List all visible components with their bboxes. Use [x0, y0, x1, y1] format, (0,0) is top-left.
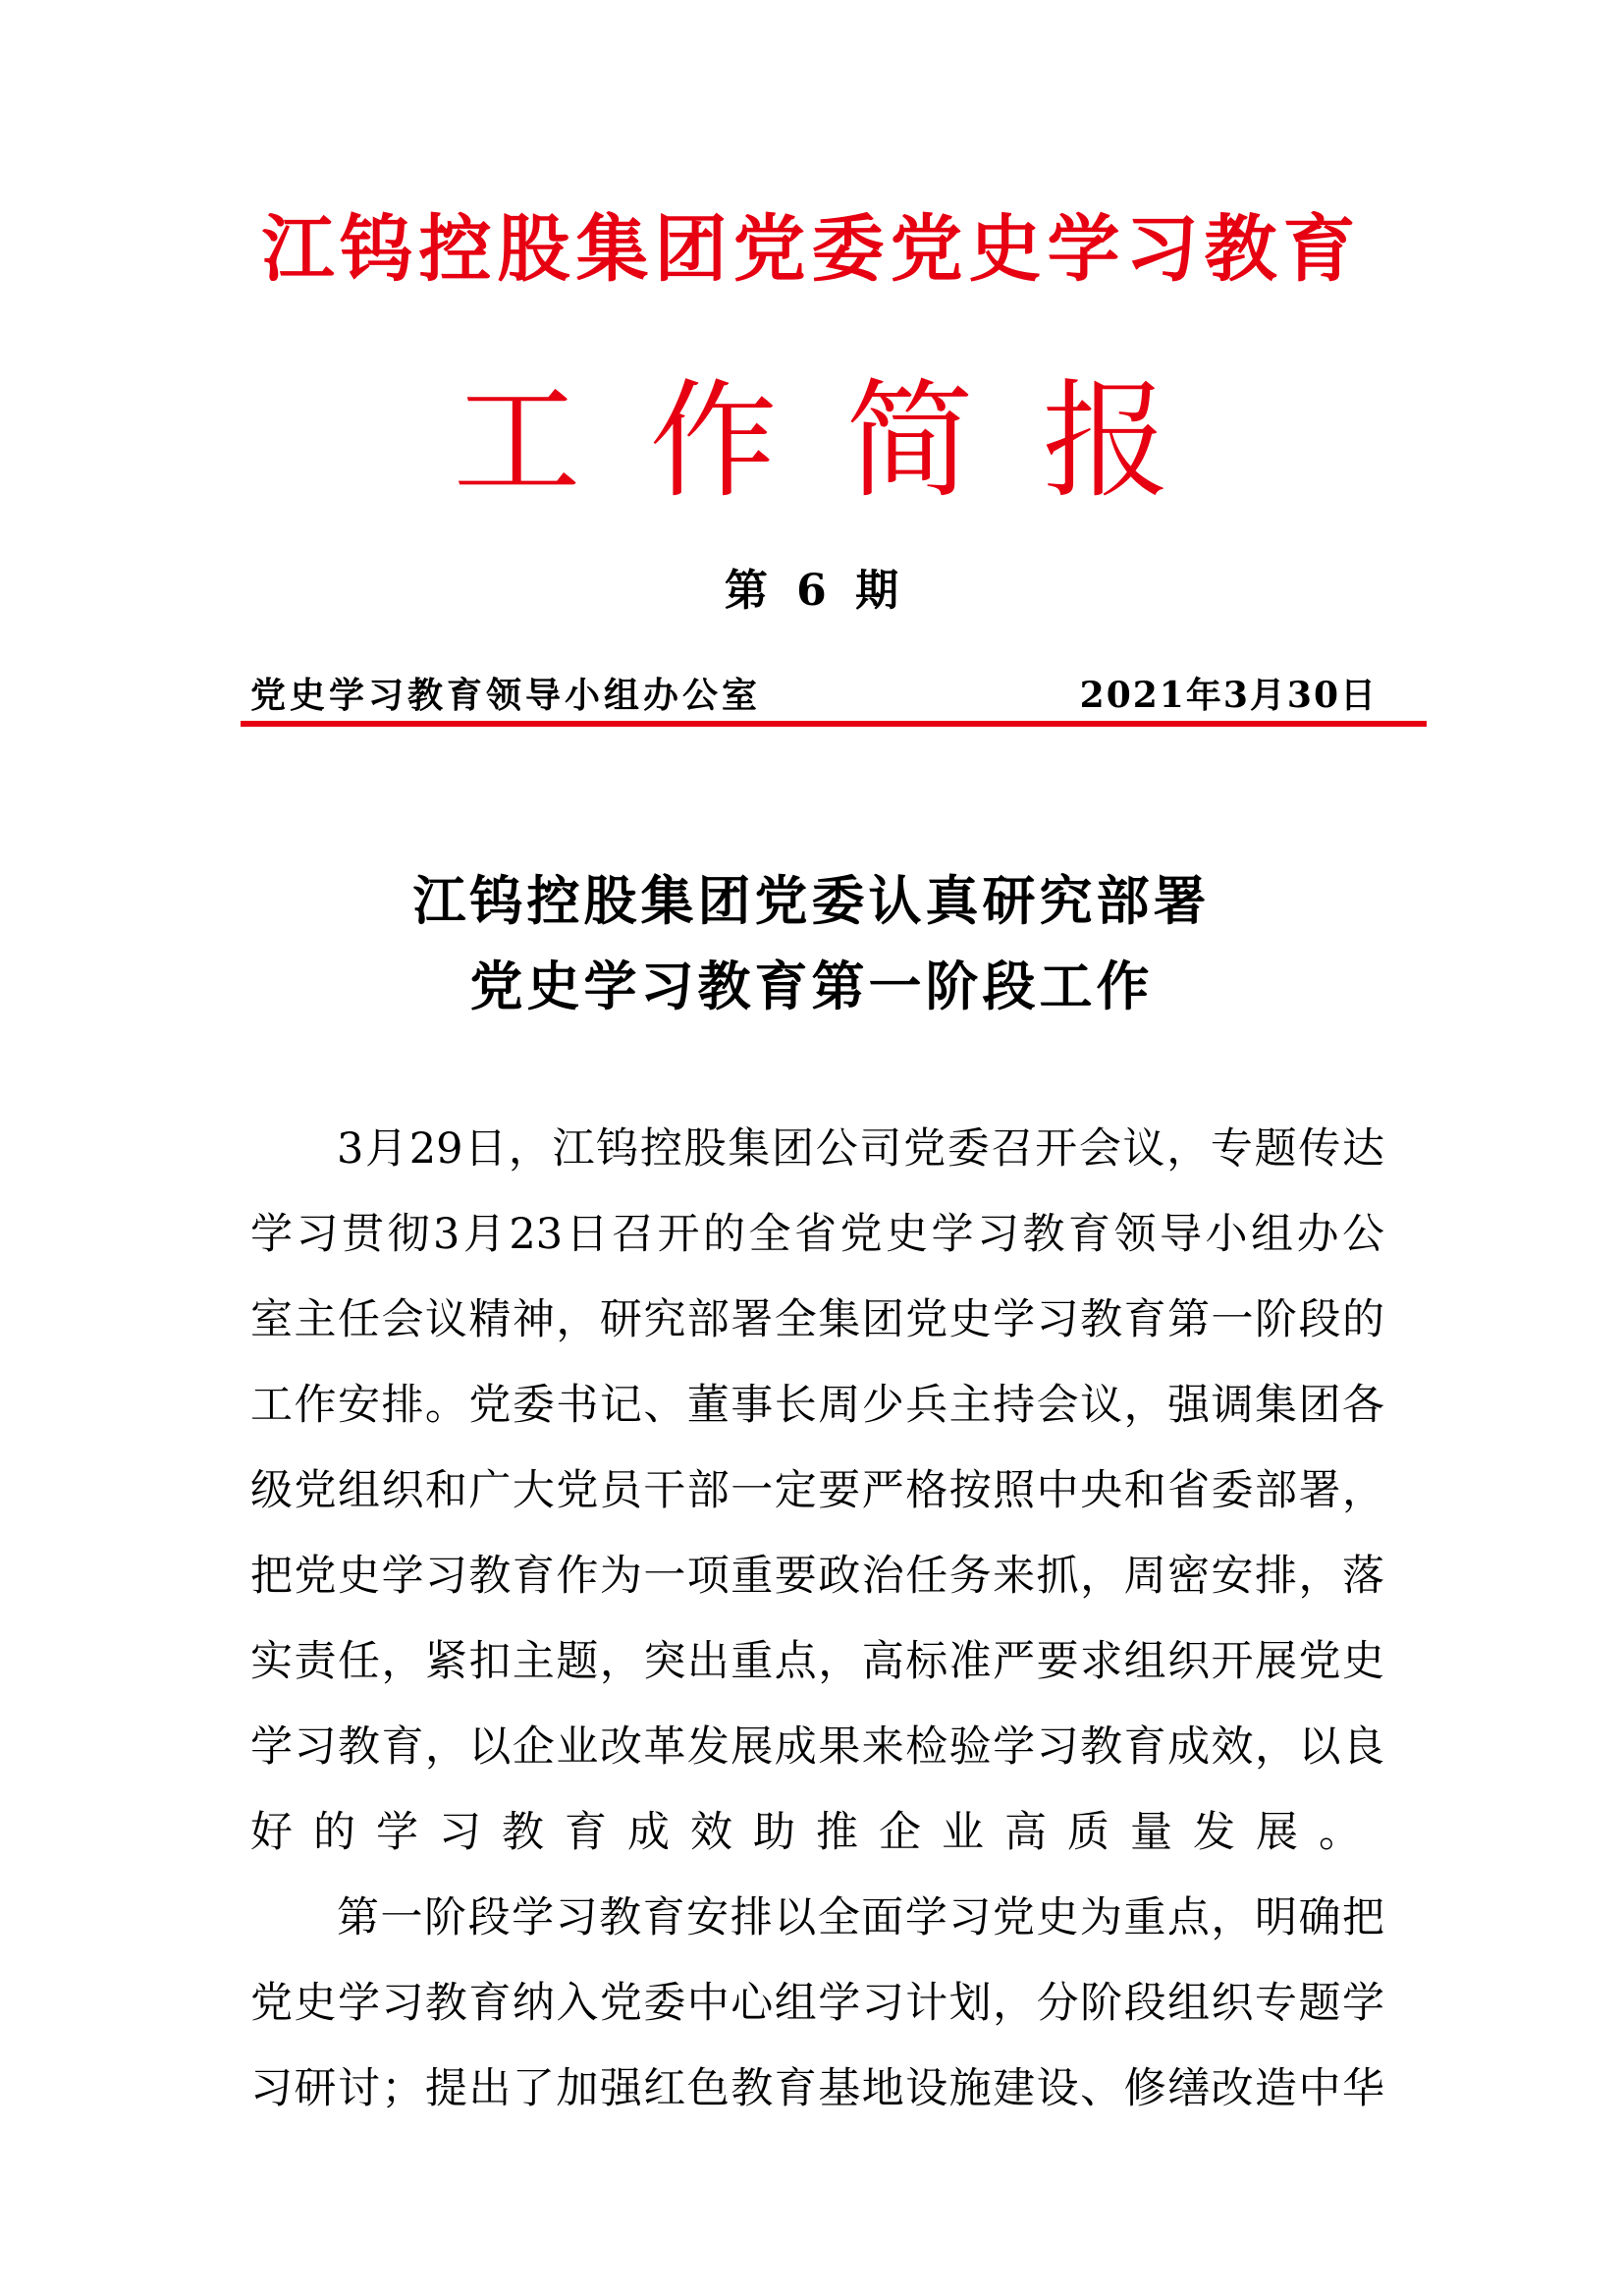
body-line: 级党组织和广大党员干部一定要严格按照中央和省委部署，	[250, 1466, 1384, 1515]
body-line: 好的学习教育成效助推企业高质量发展。	[250, 1808, 1381, 1857]
issuing-office: 党史学习教育领导小组办公室	[250, 675, 762, 716]
issue-date: 2021年3月30日	[1079, 675, 1378, 716]
body-line: 把党史学习教育作为一项重要政治任务来抓，周密安排，落	[250, 1552, 1384, 1601]
article-title-line-1: 江钨控股集团党委认真研究部署	[412, 869, 1211, 932]
article-title-line-2: 党史学习教育第一阶段工作	[469, 955, 1154, 1017]
masthead-title: 江钨控股集团党委党史学习教育	[261, 207, 1362, 292]
body-line: 学习贯彻3月23日召开的全省党史学习教育领导小组办公	[250, 1210, 1384, 1259]
issue-number: 第 6 期	[724, 566, 899, 616]
body-line: 党史学习教育纳入党委中心组学习计划，分阶段组织专题学	[250, 1979, 1384, 2028]
body-line: 室主任会议精神，研究部署全集团党史学习教育第一阶段的	[250, 1295, 1384, 1344]
body-line: 第一阶段学习教育安排以全面学习党史为重点，明确把	[337, 1893, 1384, 1942]
body-line: 习研讨；提出了加强红色教育基地设施建设、修缮改造中华	[250, 2064, 1384, 2113]
masthead-subtitle: 工作简报	[453, 366, 1239, 516]
body-line: 工作安排。党委书记、董事长周少兵主持会议，强调集团各	[250, 1381, 1384, 1430]
red-divider	[241, 721, 1427, 727]
body-line: 学习教育，以企业改革发展成果来检验学习教育成效，以良	[250, 1722, 1384, 1772]
body-line: 3月29日，江钨控股集团公司党委召开会议，专题传达	[337, 1124, 1384, 1174]
body-line: 实责任，紧扣主题，突出重点，高标准严要求组织开展党史	[250, 1637, 1384, 1686]
